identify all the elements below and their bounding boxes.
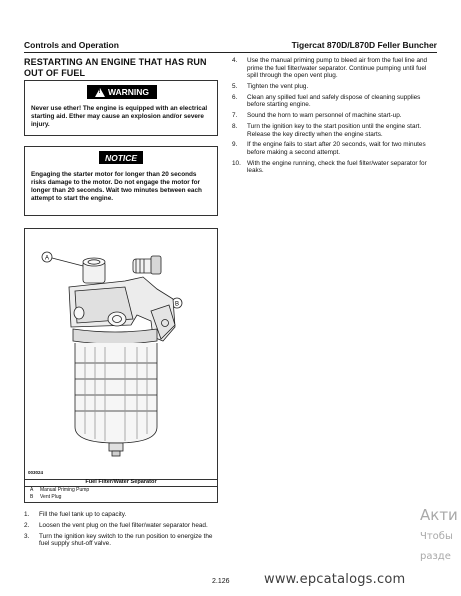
header-section-title: Controls and Operation <box>24 40 119 50</box>
step-text: Use the manual priming pump to bleed air from the fuel line and prime the fuel filter/water separator. Continue pumping until fuel spill through the open vent plug. <box>247 57 428 80</box>
site-watermark: www.epcatalogs.com <box>264 572 406 587</box>
legend-item-b <box>25 494 217 501</box>
step-item <box>232 57 428 80</box>
figure-caption-table <box>24 478 218 503</box>
step-item <box>232 160 428 175</box>
page-number: 2.126 <box>212 578 230 585</box>
step-text: Loosen the vent plug on the fuel filter/water separator head. <box>39 521 208 529</box>
warning-box <box>24 80 218 136</box>
step-number: 5. <box>232 82 238 90</box>
step-item <box>24 511 220 519</box>
header-manual-title: Tigercat 870D/L870D Feller Buncher <box>291 40 437 50</box>
step-text: With the engine running, check the fuel filter/water separator for leaks. <box>247 159 427 175</box>
step-item <box>24 522 220 530</box>
section-heading: RESTARTING AN ENGINE THAT HAS RUN OUT OF FUEL <box>24 57 207 78</box>
step-number: 2. <box>24 521 30 529</box>
figure-code: 003024 <box>28 470 44 475</box>
notice-box <box>24 146 218 216</box>
steps-list-left <box>24 511 220 551</box>
warning-badge <box>87 85 157 99</box>
step-number: 6. <box>232 93 238 101</box>
notice-badge: NOTICE <box>99 151 143 164</box>
step-text: Tighten the vent plug. <box>247 82 309 90</box>
step-item <box>232 123 428 138</box>
warning-label: WARNING <box>107 87 150 97</box>
os-activation-overlay-line3: разде <box>420 551 451 562</box>
warning-triangle-icon <box>95 88 105 97</box>
fuel-filter-figure <box>24 228 218 480</box>
step-text: Clean any spilled fuel and safely dispose of cleaning supplies before starting engine. <box>247 93 421 109</box>
step-text: Sound the horn to warn personnel of machine start-up. <box>247 112 402 120</box>
step-number: 7. <box>232 112 238 120</box>
step-item <box>232 112 428 120</box>
step-text: If the engine fails to start after 20 seconds, wait for two minutes before making a second attempt. <box>247 141 426 156</box>
step-number: 10. <box>232 159 241 167</box>
step-item <box>232 141 428 156</box>
step-number: 8. <box>232 122 238 130</box>
os-activation-overlay-line1: Акти <box>420 506 458 524</box>
warning-text: Never use ether! The engine is equipped with an electrical starting aid. Ether may cause an explosion and/or severe injury. <box>31 105 208 128</box>
step-item <box>232 83 428 91</box>
step-text: Turn the ignition key switch to the run position to energize the fuel supply shut-off valve. <box>39 532 213 548</box>
fuel-filter-illustration <box>25 229 217 479</box>
legend-text: Vent Plug <box>40 494 62 500</box>
legend-key: B <box>30 494 34 500</box>
step-number: 3. <box>24 532 30 540</box>
legend-text: Manual Priming Pump <box>40 487 90 493</box>
callout-b-label: B <box>174 301 180 308</box>
legend-item-a <box>25 487 217 494</box>
step-number: 9. <box>232 141 238 149</box>
step-text: Fill the fuel tank up to capacity. <box>39 511 127 518</box>
callout-a-label: A <box>44 255 50 262</box>
step-item <box>232 94 428 109</box>
notice-text: Engaging the starter motor for longer than 20 seconds risks damage to the motor. Do not engage the motor for longer than 20 seconds. Wait two minutes between each attempt to start the engine. <box>31 171 202 202</box>
header-divider <box>24 52 437 53</box>
legend-key: A <box>30 487 34 493</box>
step-text: Turn the ignition key to the start position until the engine start. Release the key directly when the engine starts. <box>247 122 422 138</box>
step-number: 4. <box>232 57 238 64</box>
os-activation-overlay-line2: Чтобы <box>420 531 453 542</box>
step-number: 1. <box>24 511 30 518</box>
step-item <box>24 533 220 548</box>
steps-list-right <box>232 57 428 178</box>
figure-caption: Fuel Filter/Water Separator <box>25 478 217 487</box>
